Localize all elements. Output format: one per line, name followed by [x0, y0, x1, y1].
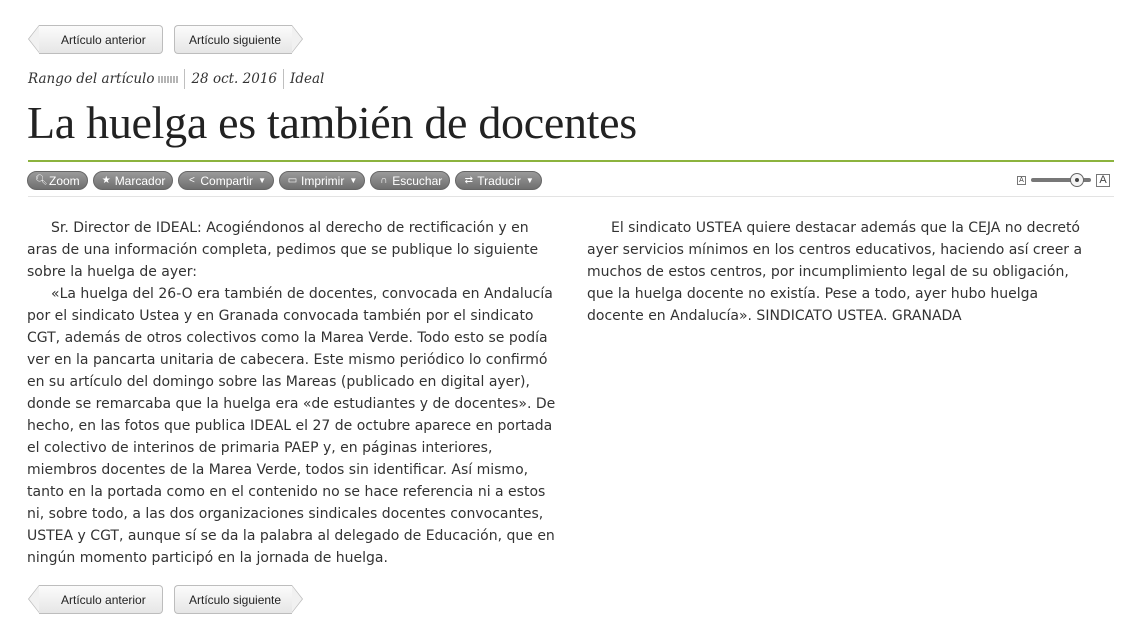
next-article-button[interactable]: [174, 585, 292, 614]
next-article-label: Artículo siguiente: [189, 32, 282, 47]
zoom-button[interactable]: [27, 171, 88, 190]
share-icon: <: [188, 175, 195, 186]
article-paragraph: «La huelga del 26-O era también de docentes, convocada en Andalucía por el sindicato Ustea y en Granada convocada también por el sindicato CGT, además de otros colectivos como la Marea Verde. Todo esto se podía ver en la pancarta unitaria de cabecera. Este mismo periódico lo confirmó en su artículo del domingo sobre las Mareas (publicado en digital ayer), donde se remarcaba que la huelga era «de estudiantes y de docentes». De hecho, en las fotos que publica IDEAL el 27 de octubre aparece en portada el colectivo de interinos de primaria PAEP y, en páginas interiores, miembros docentes de la Marea Verde, todos sin identificar. Así mismo, tanto en la portada como en el contenido no se hace referencia ni a estos ni, sobre todo, a las dos organizaciones sindicales docentes convocantes, USTEA y CGT, aunque sí se da la palabra al delegado de Educación, que en ningún momento participó en la jornada de huelga.: [27, 286, 556, 566]
magnifier-icon: 🔍︎: [35, 175, 48, 186]
article-paragraph: Sr. Director de IDEAL: Acogiéndonos al derecho de rectificación y en aras de una información completa, pedimos que se publique lo siguiente sobre la huelga de ayer:: [27, 220, 539, 280]
chevron-down-icon: ▼: [349, 176, 358, 185]
article-toolbar: [27, 171, 542, 190]
next-article-label: Artículo siguiente: [189, 592, 282, 607]
rank-label: Rango del artículo: [28, 71, 155, 87]
article-nav-top: [28, 25, 303, 54]
translate-label: Traducir: [477, 173, 521, 188]
translate-button[interactable]: [455, 171, 542, 190]
article-date: 28 oct. 2016: [191, 71, 277, 87]
title-divider: [28, 160, 1114, 162]
font-size-slider[interactable]: [1031, 173, 1091, 187]
article-source: Ideal: [290, 71, 325, 87]
article-nav-bottom: [28, 585, 303, 614]
share-label: Compartir: [200, 173, 254, 188]
article-paragraph: El sindicato USTEA quiere destacar además que la CEJA no decretó ayer servicios mínimos en los centros educativos, haciendo así creer a muchos de estos centros, por incumplimiento legal de su obligación, que la huelga docente no existía. Pese a todo, ayer hubo huelga docente en Andalucía». SINDICATO USTEA. GRANADA: [587, 220, 1083, 324]
article-title: La huelga es también de docentes: [27, 97, 637, 148]
share-button[interactable]: [178, 171, 274, 190]
translate-icon: ⇄: [464, 175, 473, 186]
rank-bars-icon: [158, 76, 178, 83]
article-body-left: [27, 217, 559, 569]
increase-font-button[interactable]: A: [1096, 174, 1110, 187]
listen-button[interactable]: [370, 171, 450, 190]
previous-article-label: Artículo anterior: [61, 32, 146, 47]
previous-article-button[interactable]: [39, 25, 163, 54]
next-article-button[interactable]: [174, 25, 292, 54]
listen-label: Escuchar: [392, 173, 443, 188]
article-meta: [28, 68, 324, 90]
font-size-control: [1017, 173, 1110, 187]
chevron-down-icon: ▼: [525, 176, 534, 185]
zoom-label: Zoom: [49, 173, 80, 188]
print-label: Imprimir: [300, 173, 345, 188]
print-button[interactable]: [279, 171, 365, 190]
decrease-font-button[interactable]: A: [1017, 176, 1026, 185]
chevron-down-icon: ▼: [258, 176, 266, 185]
printer-icon: ▭: [287, 175, 298, 186]
toolbar-divider: [28, 196, 1114, 197]
meta-divider: [283, 69, 284, 89]
article-body-right: [587, 217, 1087, 327]
headphones-icon: ∩: [380, 175, 388, 186]
bookmark-button[interactable]: [93, 171, 174, 190]
bookmark-label: Marcador: [114, 173, 166, 188]
slider-handle[interactable]: [1070, 173, 1084, 187]
previous-article-button[interactable]: [39, 585, 163, 614]
meta-divider: [184, 69, 185, 89]
star-icon: ★: [101, 175, 111, 186]
previous-article-label: Artículo anterior: [61, 592, 146, 607]
